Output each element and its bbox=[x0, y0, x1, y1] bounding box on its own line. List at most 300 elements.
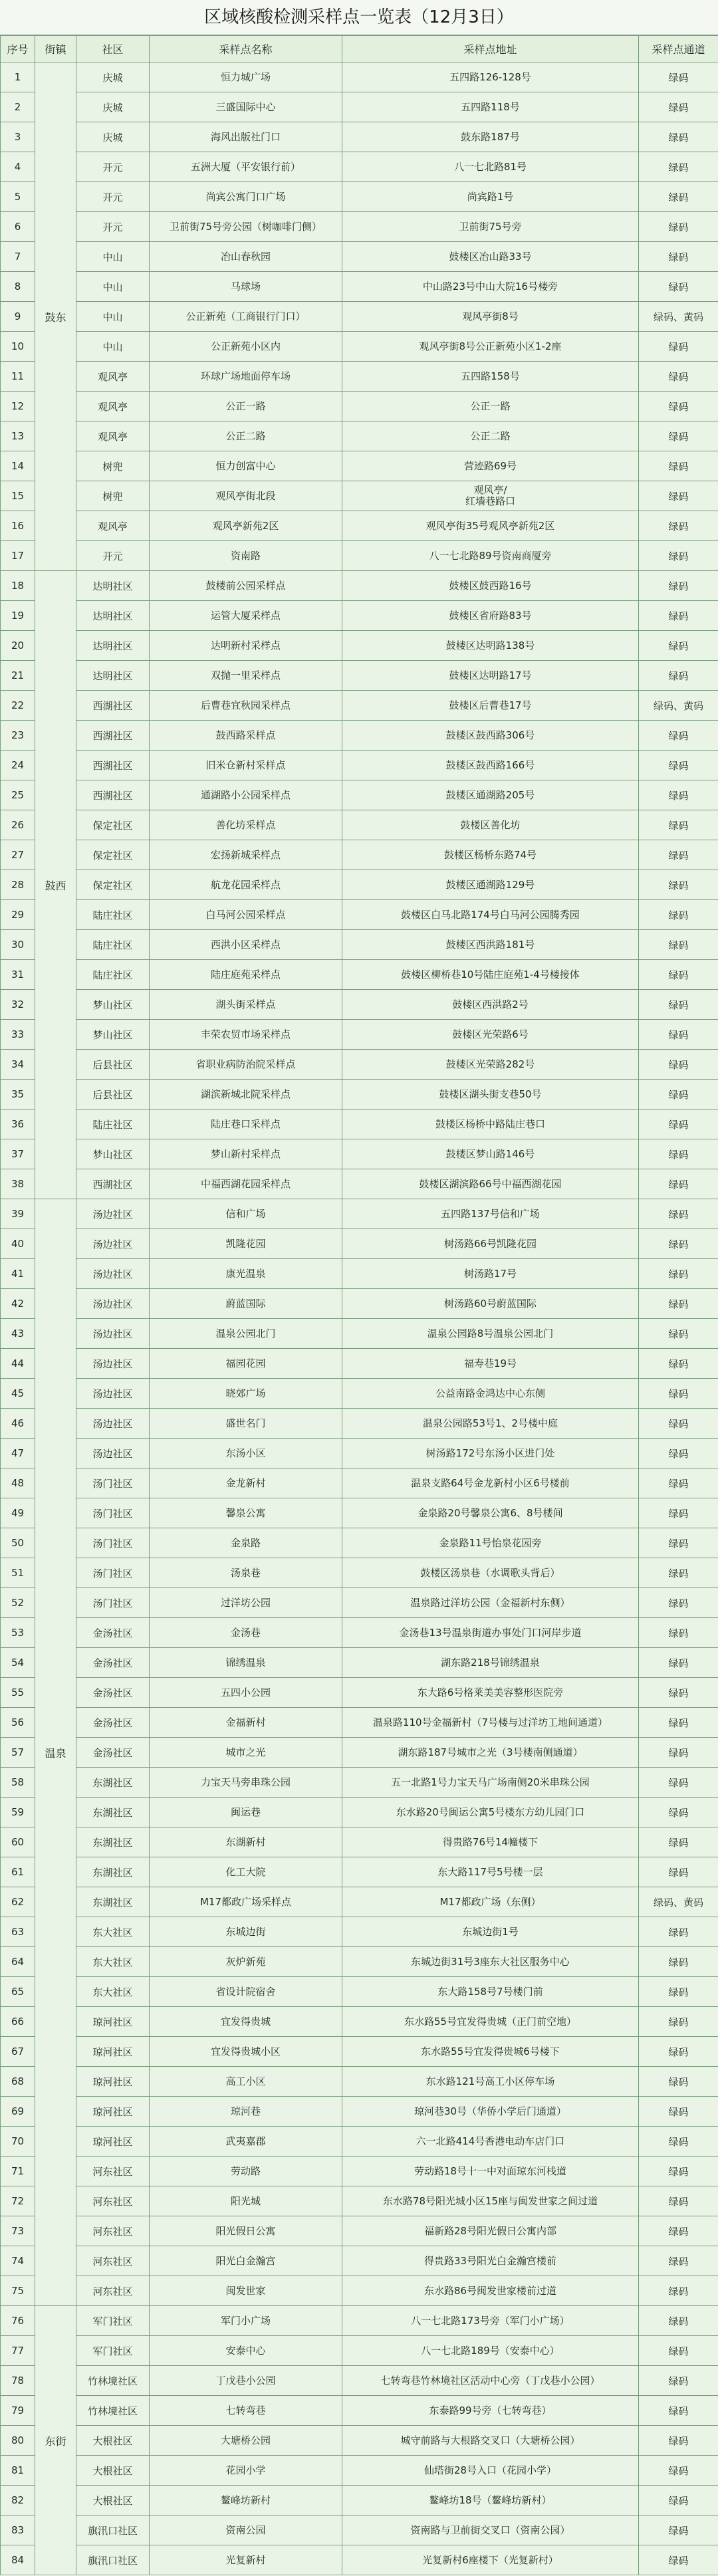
row-index: 68 bbox=[1, 2067, 35, 2097]
row-index: 2 bbox=[1, 92, 35, 122]
community: 观风亭 bbox=[76, 511, 150, 541]
row-index: 27 bbox=[1, 840, 35, 870]
site-address: 鼓东路187号 bbox=[342, 122, 639, 152]
site-name: 尚宾公寓门口广场 bbox=[150, 182, 342, 212]
table-row bbox=[1, 421, 718, 451]
site-address: 福新路28号阳光假日公寓内部 bbox=[342, 2216, 639, 2246]
channel: 绿码 bbox=[639, 2007, 718, 2037]
row-index: 71 bbox=[1, 2157, 35, 2186]
site-name: 福园花园 bbox=[150, 1349, 342, 1379]
site-name: 丰荣农贸市场采样点 bbox=[150, 1020, 342, 1050]
site-address: 鼓楼区柳桥巷10号陆庄庭苑1-4号楼接体 bbox=[342, 960, 639, 990]
community: 汤边社区 bbox=[76, 1259, 150, 1289]
site-name: 阳光城 bbox=[150, 2186, 342, 2216]
community: 金汤社区 bbox=[76, 1708, 150, 1738]
table-row bbox=[1, 930, 718, 960]
site-name: 海风出版社门口 bbox=[150, 122, 342, 152]
row-index: 70 bbox=[1, 2127, 35, 2157]
table-row bbox=[1, 1947, 718, 1977]
site-name: 旧米仓新村采样点 bbox=[150, 751, 342, 780]
site-name: 丁戊巷小公园 bbox=[150, 2366, 342, 2396]
row-index: 83 bbox=[1, 2516, 35, 2545]
site-address: 五四路118号 bbox=[342, 92, 639, 122]
channel: 绿码 bbox=[639, 2186, 718, 2216]
channel: 绿码 bbox=[639, 1588, 718, 1618]
site-name: 过洋坊公园 bbox=[150, 1588, 342, 1618]
community: 达明社区 bbox=[76, 631, 150, 661]
site-address: 树汤路60号蔚蓝国际 bbox=[342, 1289, 639, 1319]
community: 陆庄社区 bbox=[76, 930, 150, 960]
channel: 绿码 bbox=[639, 631, 718, 661]
row-index: 14 bbox=[1, 451, 35, 481]
table-row bbox=[1, 1917, 718, 1947]
site-address: 资南路与卫前街交叉口（资南公园） bbox=[342, 2516, 639, 2545]
row-index: 20 bbox=[1, 631, 35, 661]
table-row bbox=[1, 1708, 718, 1738]
channel: 绿码 bbox=[639, 780, 718, 810]
community: 河东社区 bbox=[76, 2157, 150, 2186]
community: 观风亭 bbox=[76, 392, 150, 421]
table-row bbox=[1, 691, 718, 721]
row-index: 10 bbox=[1, 332, 35, 362]
site-address: 鼓楼区光荣路6号 bbox=[342, 1020, 639, 1050]
site-address: 八一七北路173号旁（军门小广场） bbox=[342, 2306, 639, 2336]
community: 汤边社区 bbox=[76, 1229, 150, 1259]
site-address: 五四路158号 bbox=[342, 362, 639, 392]
row-index: 5 bbox=[1, 182, 35, 212]
site-name: 鼓西路采样点 bbox=[150, 721, 342, 751]
site-address: 鼓楼区杨桥中路陆庄巷口 bbox=[342, 1110, 639, 1139]
community: 东大社区 bbox=[76, 1977, 150, 2007]
table-row bbox=[1, 2097, 718, 2127]
site-name: 城市之光 bbox=[150, 1738, 342, 1768]
header-site-name: 采样点名称 bbox=[150, 36, 342, 62]
site-name: 温泉公园北门 bbox=[150, 1319, 342, 1349]
community: 汤边社区 bbox=[76, 1379, 150, 1409]
row-index: 42 bbox=[1, 1289, 35, 1319]
site-address: 得贵路76号14幢楼下 bbox=[342, 1827, 639, 1857]
table-row bbox=[1, 1439, 718, 1468]
community: 庆城 bbox=[76, 122, 150, 152]
community: 东湖社区 bbox=[76, 1887, 150, 1917]
row-index: 54 bbox=[1, 1648, 35, 1678]
table-row bbox=[1, 242, 718, 272]
channel: 绿码 bbox=[639, 2336, 718, 2366]
table-row bbox=[1, 960, 718, 990]
community: 汤边社区 bbox=[76, 1319, 150, 1349]
table-row bbox=[1, 631, 718, 661]
community: 琼河社区 bbox=[76, 2097, 150, 2127]
site-name: 运管大厦采样点 bbox=[150, 601, 342, 631]
row-index: 47 bbox=[1, 1439, 35, 1468]
community: 西湖社区 bbox=[76, 780, 150, 810]
table-row bbox=[1, 1259, 718, 1289]
page-title: 区域核酸检测采样点一览表（12月3日） bbox=[0, 0, 718, 35]
site-address: 鼓楼区汤泉巷（水调歌头背后） bbox=[342, 1558, 639, 1588]
row-index: 59 bbox=[1, 1798, 35, 1827]
channel: 绿码 bbox=[639, 2097, 718, 2127]
community: 大根社区 bbox=[76, 2426, 150, 2456]
channel: 绿码 bbox=[639, 1558, 718, 1588]
channel: 绿码 bbox=[639, 571, 718, 601]
channel: 绿码 bbox=[639, 2426, 718, 2456]
site-address: 观风亭街35号观风亭新苑2区 bbox=[342, 511, 639, 541]
row-index: 4 bbox=[1, 152, 35, 182]
row-index: 22 bbox=[1, 691, 35, 721]
community: 大根社区 bbox=[76, 2456, 150, 2486]
channel: 绿码 bbox=[639, 1768, 718, 1798]
site-address: 劳动路18号十一中对面琼东河栈道 bbox=[342, 2157, 639, 2186]
channel: 绿码 bbox=[639, 2545, 718, 2575]
table-row bbox=[1, 1558, 718, 1588]
site-name: 湖头街采样点 bbox=[150, 990, 342, 1020]
table-row bbox=[1, 1528, 718, 1558]
row-index: 6 bbox=[1, 212, 35, 242]
site-address: 树汤路66号凯隆花园 bbox=[342, 1229, 639, 1259]
table-row bbox=[1, 212, 718, 242]
community: 陆庄社区 bbox=[76, 1110, 150, 1139]
site-name: 光复新村 bbox=[150, 2545, 342, 2575]
community: 军门社区 bbox=[76, 2306, 150, 2336]
table-row bbox=[1, 541, 718, 571]
community: 中山 bbox=[76, 332, 150, 362]
site-name: 阳光假日公寓 bbox=[150, 2216, 342, 2246]
row-index: 15 bbox=[1, 481, 35, 511]
community: 河东社区 bbox=[76, 2216, 150, 2246]
row-index: 72 bbox=[1, 2186, 35, 2216]
site-name: 琼河巷 bbox=[150, 2097, 342, 2127]
community: 河东社区 bbox=[76, 2186, 150, 2216]
channel: 绿码 bbox=[639, 1379, 718, 1409]
site-name: 资南公园 bbox=[150, 2516, 342, 2545]
sampling-point-table bbox=[0, 35, 718, 2575]
site-name: 宜发得贵城小区 bbox=[150, 2037, 342, 2067]
row-index: 78 bbox=[1, 2366, 35, 2396]
site-address: 八一七北路89号资南商厦旁 bbox=[342, 541, 639, 571]
site-address: 卫前街75号旁 bbox=[342, 212, 639, 242]
community: 后县社区 bbox=[76, 1050, 150, 1080]
row-index: 33 bbox=[1, 1020, 35, 1050]
channel: 绿码 bbox=[639, 721, 718, 751]
site-address: 公正一路 bbox=[342, 392, 639, 421]
site-address: 鼓楼区善化坊 bbox=[342, 810, 639, 840]
site-name: 凯隆花园 bbox=[150, 1229, 342, 1259]
site-name: 后曹巷宜秋园采样点 bbox=[150, 691, 342, 721]
table-row bbox=[1, 2336, 718, 2366]
site-address: 东大路117号5号楼一层 bbox=[342, 1857, 639, 1887]
row-index: 37 bbox=[1, 1139, 35, 1169]
table-row bbox=[1, 990, 718, 1020]
street-cell: 鼓西 bbox=[35, 571, 76, 1199]
site-address: 光复新村6座楼下（光复新村） bbox=[342, 2545, 639, 2575]
row-index: 43 bbox=[1, 1319, 35, 1349]
site-name: 恒力创富中心 bbox=[150, 451, 342, 481]
community: 琼河社区 bbox=[76, 2127, 150, 2157]
table-row bbox=[1, 1827, 718, 1857]
table-row bbox=[1, 1498, 718, 1528]
channel: 绿码 bbox=[639, 870, 718, 900]
row-index: 74 bbox=[1, 2246, 35, 2276]
site-name: 冶山春秋园 bbox=[150, 242, 342, 272]
site-address: 五一北路1号力宝天马广场南侧20米串珠公园 bbox=[342, 1768, 639, 1798]
channel: 绿码 bbox=[639, 1259, 718, 1289]
row-index: 67 bbox=[1, 2037, 35, 2067]
channel: 绿码 bbox=[639, 152, 718, 182]
site-address: 鼓楼区达明路138号 bbox=[342, 631, 639, 661]
channel: 绿码 bbox=[639, 1798, 718, 1827]
site-name: 力宝天马旁串珠公园 bbox=[150, 1768, 342, 1798]
site-address: 金汤巷13号温泉街道办事处门口河岸步道 bbox=[342, 1618, 639, 1648]
site-address: 鼓楼区梦山路146号 bbox=[342, 1139, 639, 1169]
site-address: 鼓楼区湖滨路66号中福西湖花园 bbox=[342, 1169, 639, 1199]
community: 达明社区 bbox=[76, 661, 150, 691]
table-row bbox=[1, 2216, 718, 2246]
site-name: 资南路 bbox=[150, 541, 342, 571]
site-address: 观风亭/ 红墙巷路口 bbox=[342, 481, 639, 511]
row-index: 49 bbox=[1, 1498, 35, 1528]
table-row bbox=[1, 900, 718, 930]
community: 竹林境社区 bbox=[76, 2396, 150, 2426]
channel: 绿码 bbox=[639, 810, 718, 840]
site-name: 公正一路 bbox=[150, 392, 342, 421]
site-address: 尚宾路1号 bbox=[342, 182, 639, 212]
site-name: 盛世名门 bbox=[150, 1409, 342, 1439]
table-row bbox=[1, 122, 718, 152]
table-row bbox=[1, 1379, 718, 1409]
community: 汤门社区 bbox=[76, 1558, 150, 1588]
community: 西湖社区 bbox=[76, 1169, 150, 1199]
row-index: 41 bbox=[1, 1259, 35, 1289]
site-name: 公正新苑小区内 bbox=[150, 332, 342, 362]
row-index: 25 bbox=[1, 780, 35, 810]
community: 竹林境社区 bbox=[76, 2366, 150, 2396]
table-row bbox=[1, 1110, 718, 1139]
row-index: 79 bbox=[1, 2396, 35, 2426]
channel: 绿码 bbox=[639, 1528, 718, 1558]
site-name: 航龙花园采样点 bbox=[150, 870, 342, 900]
channel: 绿码 bbox=[639, 421, 718, 451]
table-row bbox=[1, 1169, 718, 1199]
table-row bbox=[1, 1139, 718, 1169]
row-index: 36 bbox=[1, 1110, 35, 1139]
site-address: 东水路86号闽发世家楼前过道 bbox=[342, 2276, 639, 2306]
channel: 绿码 bbox=[639, 1080, 718, 1110]
community: 旗汛口社区 bbox=[76, 2516, 150, 2545]
site-name: 恒力城广场 bbox=[150, 62, 342, 92]
channel: 绿码 bbox=[639, 451, 718, 481]
channel: 绿码 bbox=[639, 1857, 718, 1887]
channel: 绿码 bbox=[639, 2216, 718, 2246]
site-name: 金汤巷 bbox=[150, 1618, 342, 1648]
table-row bbox=[1, 1050, 718, 1080]
channel: 绿码 bbox=[639, 1439, 718, 1468]
row-index: 58 bbox=[1, 1768, 35, 1798]
site-name: 善化坊采样点 bbox=[150, 810, 342, 840]
table-header-row bbox=[1, 36, 718, 62]
table-row bbox=[1, 2366, 718, 2396]
site-name: 双抛一里采样点 bbox=[150, 661, 342, 691]
header-street: 街镇 bbox=[35, 36, 76, 62]
table-row bbox=[1, 2186, 718, 2216]
table-row bbox=[1, 2127, 718, 2157]
community: 观风亭 bbox=[76, 362, 150, 392]
row-index: 34 bbox=[1, 1050, 35, 1080]
site-address: 仙塔街28号入口（花园小学） bbox=[342, 2456, 639, 2486]
row-index: 66 bbox=[1, 2007, 35, 2037]
site-address: 温泉路110号金福新村（7号楼与过洋坊工地间通道） bbox=[342, 1708, 639, 1738]
row-index: 60 bbox=[1, 1827, 35, 1857]
site-name: 观风亭街北段 bbox=[150, 481, 342, 511]
community: 金汤社区 bbox=[76, 1648, 150, 1678]
row-index: 26 bbox=[1, 810, 35, 840]
site-address: 东水路78号阳光城小区15座与闽发世家之间过道 bbox=[342, 2186, 639, 2216]
site-address: 东大路6号格莱美美容整形医院旁 bbox=[342, 1678, 639, 1708]
channel: 绿码 bbox=[639, 2516, 718, 2545]
channel: 绿码、黄码 bbox=[639, 1887, 718, 1917]
channel: 绿码 bbox=[639, 601, 718, 631]
street-cell: 鼓东 bbox=[35, 62, 76, 571]
table-row bbox=[1, 1857, 718, 1887]
row-index: 9 bbox=[1, 302, 35, 332]
site-name: 阳光白金瀚宫 bbox=[150, 2246, 342, 2276]
table-row bbox=[1, 2486, 718, 2516]
table-row bbox=[1, 62, 718, 92]
row-index: 19 bbox=[1, 601, 35, 631]
community: 汤边社区 bbox=[76, 1409, 150, 1439]
site-address: 八一七北路189号（安泰中心） bbox=[342, 2336, 639, 2366]
row-index: 12 bbox=[1, 392, 35, 421]
row-index: 31 bbox=[1, 960, 35, 990]
channel: 绿码 bbox=[639, 900, 718, 930]
row-index: 76 bbox=[1, 2306, 35, 2336]
table-row bbox=[1, 1020, 718, 1050]
site-name: 梦山新村采样点 bbox=[150, 1139, 342, 1169]
community: 保定社区 bbox=[76, 840, 150, 870]
row-index: 81 bbox=[1, 2456, 35, 2486]
site-name: 达明新村采样点 bbox=[150, 631, 342, 661]
table-row bbox=[1, 1648, 718, 1678]
community: 梦山社区 bbox=[76, 990, 150, 1020]
row-index: 3 bbox=[1, 122, 35, 152]
channel: 绿码 bbox=[639, 1409, 718, 1439]
community: 大根社区 bbox=[76, 2486, 150, 2516]
community: 树兜 bbox=[76, 451, 150, 481]
table-row bbox=[1, 451, 718, 481]
site-name: 湖滨新城北院采样点 bbox=[150, 1080, 342, 1110]
site-name: 武夷嘉郡 bbox=[150, 2127, 342, 2157]
row-index: 16 bbox=[1, 511, 35, 541]
site-address: 鼓楼区通湖路129号 bbox=[342, 870, 639, 900]
channel: 绿码 bbox=[639, 990, 718, 1020]
site-name: 康光温泉 bbox=[150, 1259, 342, 1289]
site-address: 鼓楼区鼓西路16号 bbox=[342, 571, 639, 601]
site-name: 信和广场 bbox=[150, 1199, 342, 1229]
table-row bbox=[1, 2306, 718, 2336]
row-index: 24 bbox=[1, 751, 35, 780]
community: 开元 bbox=[76, 152, 150, 182]
site-name: 鳌峰坊新村 bbox=[150, 2486, 342, 2516]
site-name: 通湖路小公园采样点 bbox=[150, 780, 342, 810]
community: 庆城 bbox=[76, 62, 150, 92]
site-name: 省设计院宿舍 bbox=[150, 1977, 342, 2007]
community: 金汤社区 bbox=[76, 1738, 150, 1768]
site-address: 公益南路金鸿达中心东侧 bbox=[342, 1379, 639, 1409]
site-address: 温泉公园路53号1、2号楼中庭 bbox=[342, 1409, 639, 1439]
channel: 绿码 bbox=[639, 1050, 718, 1080]
channel: 绿码 bbox=[639, 1229, 718, 1259]
channel: 绿码 bbox=[639, 1618, 718, 1648]
row-index: 46 bbox=[1, 1409, 35, 1439]
channel: 绿码 bbox=[639, 1827, 718, 1857]
site-name: 观风亭新苑2区 bbox=[150, 511, 342, 541]
site-address: 东大路158号7号楼门前 bbox=[342, 1977, 639, 2007]
table-row bbox=[1, 2426, 718, 2456]
community: 树兜 bbox=[76, 481, 150, 511]
site-address: 鼓楼区冶山路33号 bbox=[342, 242, 639, 272]
community: 军门社区 bbox=[76, 2336, 150, 2366]
table-row bbox=[1, 332, 718, 362]
channel: 绿码 bbox=[639, 1977, 718, 2007]
table-row bbox=[1, 601, 718, 631]
site-address: 鼓楼区省府路83号 bbox=[342, 601, 639, 631]
site-address: 得贵路33号阳光白金瀚宫楼前 bbox=[342, 2246, 639, 2276]
row-index: 13 bbox=[1, 421, 35, 451]
channel: 绿码 bbox=[639, 1110, 718, 1139]
site-name: 金福新村 bbox=[150, 1708, 342, 1738]
row-index: 23 bbox=[1, 721, 35, 751]
site-address: 鼓楼区鼓西路306号 bbox=[342, 721, 639, 751]
site-name: 金泉路 bbox=[150, 1528, 342, 1558]
site-name: 军门小广场 bbox=[150, 2306, 342, 2336]
channel: 绿码 bbox=[639, 1139, 718, 1169]
header-channel: 采样点通道 bbox=[639, 36, 718, 62]
row-index: 84 bbox=[1, 2545, 35, 2575]
site-address: 鼓楼区鼓西路166号 bbox=[342, 751, 639, 780]
table-row bbox=[1, 1409, 718, 1439]
site-name: 东汤小区 bbox=[150, 1439, 342, 1468]
row-index: 1 bbox=[1, 62, 35, 92]
site-address: 营迹路69号 bbox=[342, 451, 639, 481]
site-name: 陆庄巷口采样点 bbox=[150, 1110, 342, 1139]
site-address: 鳌峰坊18号（鳌峰坊新村） bbox=[342, 2486, 639, 2516]
row-index: 44 bbox=[1, 1349, 35, 1379]
community: 汤门社区 bbox=[76, 1498, 150, 1528]
site-name: 安泰中心 bbox=[150, 2336, 342, 2366]
community: 汤门社区 bbox=[76, 1468, 150, 1498]
site-name: 白马河公园采样点 bbox=[150, 900, 342, 930]
site-name: 陆庄庭苑采样点 bbox=[150, 960, 342, 990]
community: 汤门社区 bbox=[76, 1588, 150, 1618]
site-address: 树汤路172号东汤小区进门处 bbox=[342, 1439, 639, 1468]
table-row bbox=[1, 1887, 718, 1917]
row-index: 61 bbox=[1, 1857, 35, 1887]
table-row bbox=[1, 152, 718, 182]
header-index: 序号 bbox=[1, 36, 35, 62]
site-name: 中福西湖花园采样点 bbox=[150, 1169, 342, 1199]
table-row bbox=[1, 1618, 718, 1648]
table-row bbox=[1, 571, 718, 601]
row-index: 45 bbox=[1, 1379, 35, 1409]
table-row bbox=[1, 182, 718, 212]
site-name: 馨泉公寓 bbox=[150, 1498, 342, 1528]
community: 陆庄社区 bbox=[76, 900, 150, 930]
channel: 绿码 bbox=[639, 122, 718, 152]
header-community: 社区 bbox=[76, 36, 150, 62]
site-address: 鼓楼区杨桥东路74号 bbox=[342, 840, 639, 870]
community: 河东社区 bbox=[76, 2276, 150, 2306]
row-index: 77 bbox=[1, 2336, 35, 2366]
row-index: 40 bbox=[1, 1229, 35, 1259]
